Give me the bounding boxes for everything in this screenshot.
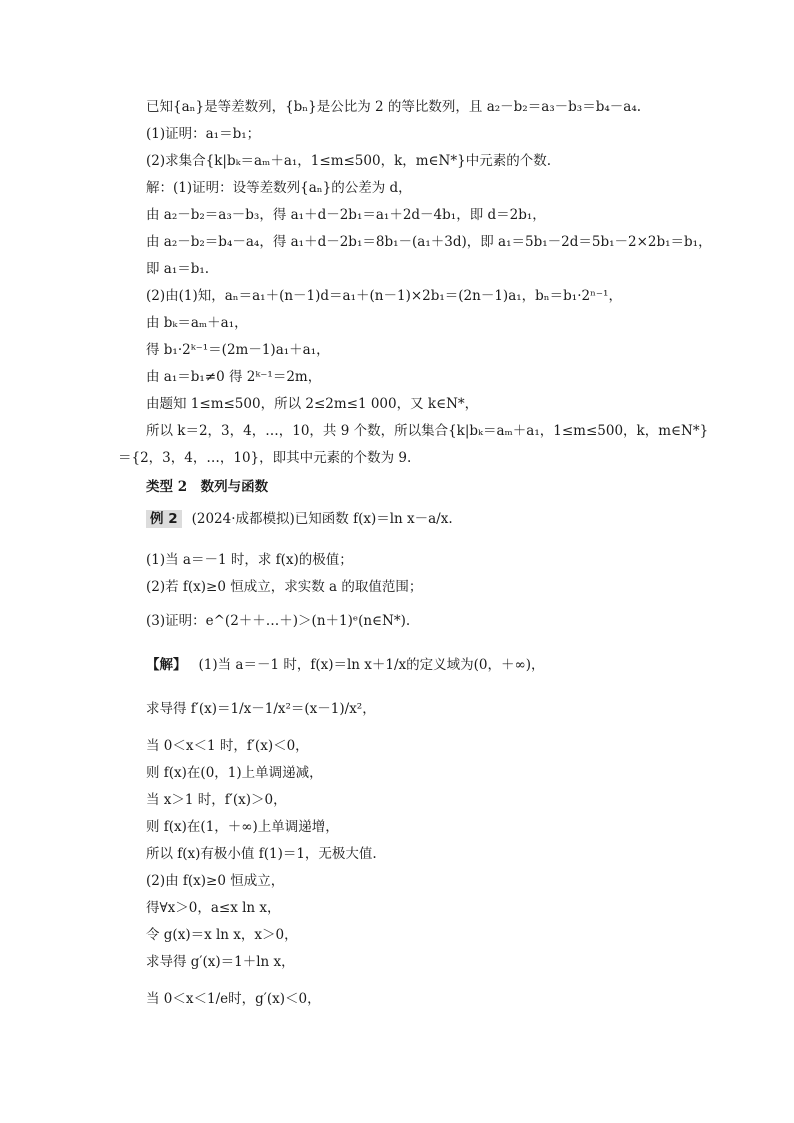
text-line: 得 b₁·2ᵏ⁻¹＝(2m－1)a₁＋a₁， — [146, 342, 330, 358]
text-line: (1)证明：a₁＝b₁； — [146, 126, 261, 142]
text-line: 求导得 f′(x)＝1/x－1/x²＝(x－1)/x²， — [146, 701, 376, 717]
text-line: (2)由 f(x)≥0 恒成立， — [146, 873, 285, 889]
text-line: (2)若 f(x)≥0 恒成立，求实数 a 的取值范围； — [146, 579, 423, 595]
solution-badge: 【解】 — [146, 657, 187, 673]
text-line: 由 bₖ＝aₘ＋a₁， — [146, 315, 248, 331]
text-line: (1)当 a＝－1 时，f(x)＝ln x＋1/x的定义域为(0，＋∞)， — [198, 657, 545, 673]
text-line: (3)证明：e^(2＋＋…＋)＞(n＋1)ᵉ(n∈N*). — [146, 613, 411, 629]
text-line: 由 a₂－b₂＝b₄－a₄，得 a₁＋d－2b₁＝8b₁－(a₁＋3d)，即 a₁＝5b₁－2d＝5b₁－2×2b₁＝b₁， — [146, 234, 712, 250]
text-line: 由 a₁＝b₁≠0 得 2ᵏ⁻¹＝2m， — [146, 369, 322, 385]
section-heading: 类型 2 数列与函数 — [146, 479, 269, 495]
text-line: 所以 f(x)有极小值 f(1)＝1，无极大值. — [146, 846, 377, 862]
text-line: (2)由(1)知，aₙ＝a₁＋(n－1)d＝a₁＋(n－1)×2b₁＝(2n－1)a₁，bₙ＝b₁·2ⁿ⁻¹， — [146, 288, 622, 304]
text-line: (2024·成都模拟)已知函数 f(x)＝ln x－a/x. — [191, 511, 453, 527]
text-line: 由题知 1≤m≤500，所以 2≤2m≤1 000，又 k∈N*， — [146, 396, 479, 412]
example-line — [146, 510, 453, 528]
text-line: 则 f(x)在(0，1)上单调递减， — [146, 765, 323, 781]
text-line: 解：(1)证明：设等差数列{aₙ}的公差为 d， — [146, 180, 412, 196]
text-line: 求导得 g′(x)＝1＋ln x， — [146, 954, 295, 970]
text-line: 即 a₁＝b₁. — [146, 261, 210, 277]
text-line: 当 0＜x＜1 时，f′(x)＜0， — [146, 738, 309, 754]
text-line: 则 f(x)在(1，＋∞)上单调递增， — [146, 819, 339, 835]
example-badge: 例 2 — [146, 510, 182, 528]
text-line: 由 a₂－b₂＝a₃－b₃，得 a₁＋d－2b₁＝a₁＋2d－4b₁，即 d＝2b₁， — [146, 207, 546, 223]
text-line: 得∀x＞0，a≤x ln x， — [146, 900, 281, 916]
text-line: 当 x＞1 时，f′(x)＞0， — [146, 792, 287, 808]
text-line: 已知{aₙ}是等差数列，{bₙ}是公比为 2 的等比数列，且 a₂－b₂＝a₃－b₃＝b₄－a₄. — [146, 99, 642, 115]
text-line: (2)求集合{k|bₖ＝aₘ＋a₁，1≤m≤500，k，m∈N*}中元素的个数. — [146, 153, 551, 169]
solution-line — [146, 656, 545, 674]
text-line: ＝{2，3，4，…，10}，即其中元素的个数为 9. — [118, 450, 412, 466]
text-line: (1)当 a＝－1 时，求 f(x)的极值； — [146, 552, 353, 568]
text-line: 令 g(x)＝x ln x，x＞0， — [146, 927, 298, 943]
text-line: 所以 k＝2，3，4，…，10，共 9 个数，所以集合{k|bₖ＝aₘ＋a₁，1≤m≤500，k，m∈N*} — [146, 423, 709, 439]
text-line: 当 0＜x＜1/e时，g′(x)＜0， — [146, 991, 321, 1007]
